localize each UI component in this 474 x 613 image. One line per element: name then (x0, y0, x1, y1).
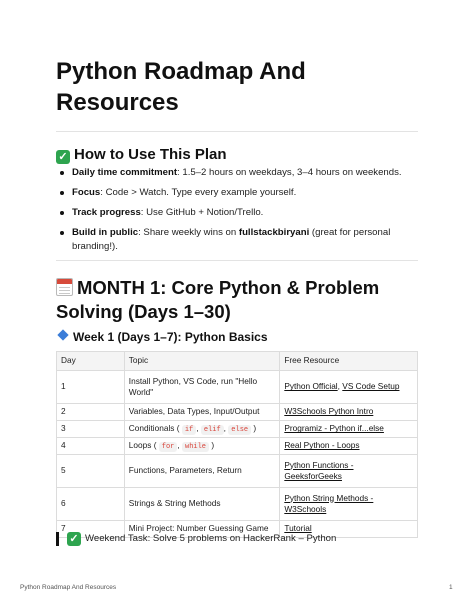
list-item-label: Daily time commitment (72, 167, 178, 178)
day-cell: 7 (57, 521, 125, 538)
resource-cell (280, 488, 418, 521)
month-heading (56, 276, 418, 324)
topic-cell: Mini Project: Number Guessing Game (124, 521, 280, 538)
topic-cell: Loops ( for , while ) (124, 438, 280, 455)
topic-cell: Functions, Parameters, Return (124, 455, 280, 488)
topic-cell: Install Python, VS Code, run "Hello World" (124, 371, 280, 404)
code-keyword: elif (201, 425, 224, 435)
day-cell: 4 (57, 438, 125, 455)
table-row (57, 421, 418, 438)
how-to-use-list (56, 166, 418, 260)
week-heading (56, 329, 268, 345)
resource-link[interactable]: Programiz - Python if...else (284, 423, 384, 434)
topic-cell: Conditionals ( if , elif , else ) (124, 421, 280, 438)
list-item (56, 186, 418, 200)
resource-link[interactable]: Python Functions - GeeksforGeeks (284, 459, 354, 481)
resource-cell: Python Official, VS Code Setup (280, 371, 418, 404)
topic-cell: Strings & String Methods (124, 488, 280, 521)
week-heading-text: Week 1 (Days 1–7): Python Basics (73, 330, 268, 344)
day-cell: 6 (57, 488, 125, 521)
how-to-use-heading-text: How to Use This Plan (74, 146, 227, 163)
table-row (57, 404, 418, 421)
weekend-task-text: Weekend Task: Solve 5 problems on HackerRank – Python (85, 533, 337, 544)
page-number: 1 (449, 584, 453, 591)
list-item-text: : Share weekly wins on (138, 227, 239, 238)
check-mark-icon: ✓ (56, 150, 70, 164)
day-cell: 3 (57, 421, 125, 438)
list-item-text: : 1.5–2 hours on weekdays, 3–4 hours on weekends. (177, 167, 402, 178)
resource-cell (280, 421, 418, 438)
how-to-use-heading (56, 145, 227, 165)
list-item-text: (great for personal branding!). (72, 227, 391, 252)
resource-link[interactable]: Python Official (284, 381, 338, 392)
blue-diamond-icon (57, 329, 68, 340)
table-header-row (57, 352, 418, 371)
day-cell: 2 (57, 404, 125, 421)
footer-title: Python Roadmap And Resources (20, 584, 117, 591)
table-row (57, 455, 418, 488)
resource-link[interactable]: Real Python - Loops (284, 440, 360, 451)
day-cell: 1 (57, 371, 125, 404)
topic-cell: Variables, Data Types, Input/Output (124, 404, 280, 421)
resource-link[interactable]: Tutorial (284, 523, 312, 534)
page-title: Python Roadmap And Resources (56, 58, 306, 116)
code-keyword: else (228, 425, 251, 435)
code-keyword: if (182, 425, 196, 435)
table-row (57, 488, 418, 521)
column-header-day: Day (57, 352, 125, 371)
resource-link[interactable]: VS Code Setup (342, 381, 400, 392)
column-header-resource: Free Resource (280, 352, 418, 371)
list-item-label: Focus (72, 187, 101, 198)
resource-cell (280, 438, 418, 455)
list-item (56, 226, 418, 253)
list-item (56, 206, 418, 220)
weekend-task-callout (56, 532, 336, 546)
list-item-emphasis: fullstackbiryani (238, 227, 310, 238)
table-row (57, 438, 418, 455)
table-row (57, 371, 418, 404)
list-item-label: Track progress (72, 207, 141, 218)
list-item-text: : Use GitHub + Notion/Trello. (140, 207, 264, 218)
resource-cell (280, 455, 418, 488)
code-keyword: while (182, 442, 209, 452)
check-mark-icon: ✓ (67, 532, 81, 546)
list-item (56, 166, 418, 180)
week-plan-table (56, 351, 418, 538)
calendar-icon (56, 278, 73, 296)
month-heading-text: MONTH 1: Core Python & Problem Solving (Days 1–30) (56, 277, 380, 322)
resource-cell (280, 404, 418, 421)
resource-link[interactable]: Python String Methods - W3Schools (284, 492, 374, 514)
column-header-topic: Topic (124, 352, 280, 371)
code-keyword: for (159, 442, 178, 452)
divider (56, 260, 418, 261)
divider (56, 131, 418, 132)
resource-link[interactable]: W3Schools Python Intro (284, 406, 374, 417)
list-item-text: : Code > Watch. Type every example yourself. (100, 187, 297, 198)
list-item-label: Build in public (72, 227, 139, 238)
day-cell: 5 (57, 455, 125, 488)
